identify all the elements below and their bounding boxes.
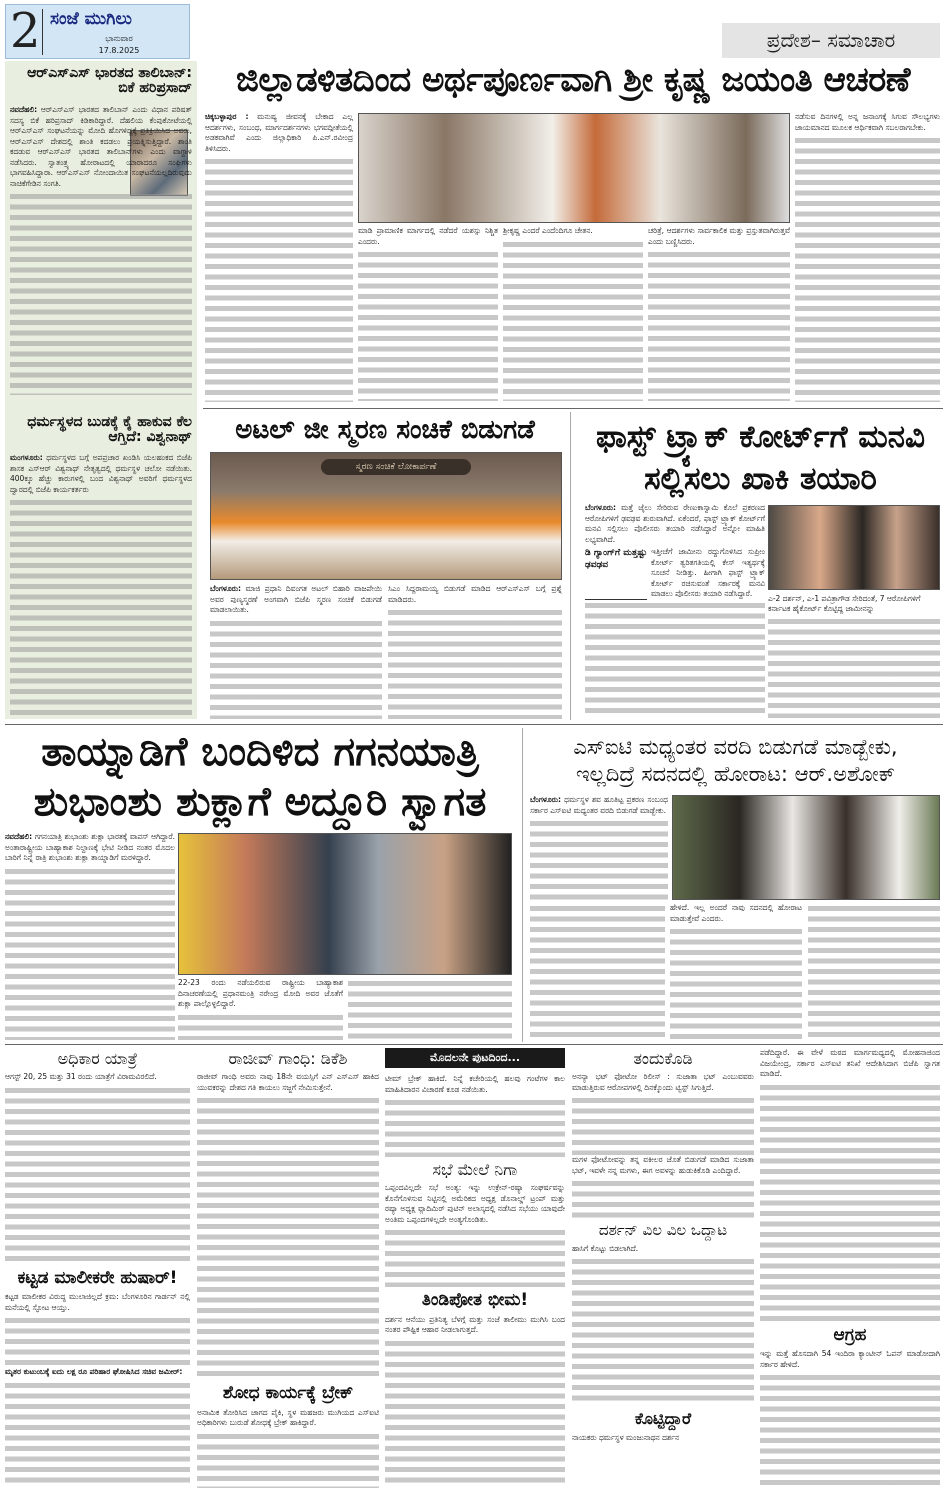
article-text-continued — [5, 1380, 190, 1488]
article-headline: ತಾಯ್ನಾಡಿಗೆ ಬಂದಿಳಿದ ಗಗನಯಾತ್ರಿ — [41, 729, 479, 775]
article-body: ಮಾಡಿ ಪ್ರಾಮಾಣಿಕ ಮಾರ್ಗದಲ್ಲಿ ನಡೆದರೆ ಯಶಸ್ಸು ನಿಶ್ಚಿತ ಎಂದರು. — [358, 226, 498, 246]
article-text-continued — [530, 818, 668, 900]
article-text-continued — [572, 1256, 754, 1406]
darshan-pavithra-photo — [768, 505, 940, 590]
article-headline: ರಾಜೀವ್ ಗಾಂಧಿ: ಡಿಕೆಶಿ — [228, 1049, 348, 1068]
article-text-continued — [197, 1095, 379, 1380]
issue-day: ಭಾನುವಾರ — [105, 34, 133, 43]
dateline: ಬೆಂಗಳೂರು: — [530, 795, 562, 804]
article-body: ಮತ್ತೆ ಜೈಲು ಸೇರಿರುವ ರೇಣುಕಾಸ್ವಾಮಿ ಕೊಲೆ ಪ್ರಕರಣದ ಆರೋಪಿಗಳಿಗೆ ಢವಢವ ಶುರುವಾಗಿದೆ. ಏಕೆಂದರೆ, ಫಾಸ್ಟ್ ಟ್ರ್ಯಾಕ್ ಕೋರ್ಟ್‌ಗೆ ಮನವಿ ಸಲ್ಲಿಸಲು ಪೊಲೀಸರು ತಯಾರಿ ನಡೆಸಿದ್ದಾರೆ ಅನ್ನೋ ಮಾಹಿತಿ ಲಭ್ಯವಾಗಿದೆ. — [585, 503, 765, 544]
article-body: ಮೃತರ ಕುಟುಂಬಕ್ಕೆ ಐದು ಲಕ್ಷ ರೂ ಪರಿಹಾರ ಘೋಷಿಸಿದ ಸಚಿವ ಜಮೀರ್: — [5, 1367, 183, 1377]
article-text-continued — [572, 1095, 754, 1155]
article-body: ಮಾಜಿ ಪ್ರಧಾನಿ ದಿವಂಗತ ಅಟಲ್ ಬಿಹಾರಿ ವಾಜಪೇಯಿ ಅವರ ಪುಣ್ಯಸ್ಮರಣೆ ಅಂಗವಾಗಿ ಬಿಜೆಪಿ ಸ್ಮರಣ ಸಂಚಿಕೆ ಬಿಡುಗಡೆ ಮಾಡಲಾಯಿತು. — [210, 584, 382, 614]
dateline: ನವದೆಹಲಿ: — [10, 105, 38, 114]
article-text-continued — [795, 135, 940, 402]
krishna-jayanti-photo — [358, 113, 790, 223]
article-text-continued — [648, 249, 790, 401]
article-text-continued — [358, 249, 498, 401]
article-text-continued — [178, 1012, 343, 1041]
article-body: ಹೇಳಿದೆ. ಇಲ್ಲ ಅಂದರೆ ನಾವು ಸದನದಲ್ಲಿ ಹೋರಾಟ ಮಾಡುತ್ತೇವೆ ಎಂದರು. — [670, 903, 802, 923]
article-headline: ಸಭೆ ಮೇಲೆ ನಿಗಾ — [432, 1160, 518, 1179]
article-body: ಪಡೆದಿದ್ದಾರೆ. ಈ ವೇಳೆ ಮಠದ ಮಾರ್ಗಮಧ್ಯದಲ್ಲಿ ಮೋಹನಾಜಿಂದ ವಿಜಯೇಂದ್ರ, ಸರ್ಕಾರ ಎಸ್‌ಐಟಿ ತನಿಖೆ ಆದೇಶಿಸಿದಾಗ ಬಿಜೆಪಿ ಸ್ವಾಗತ ಮಾಡಿದೆ. — [760, 1048, 940, 1078]
article-body: ಮಗಳ ಫೋಟೋವನ್ನು ತನ್ನ ವಕೀಲರ ಜೊತೆ ಬಿಡುಗಡೆ ಮಾಡಿದ ಸುಜಾತಾ ಭಟ್, ಇವಳೇ ನನ್ನ ಮಗಳು, ಈಗ ಅವಳನ್ನು ಹುಡುಕಿಕೊಡಿ ಎಂದಿದ್ದಾರೆ. — [572, 1155, 754, 1175]
article-text-continued — [348, 978, 512, 1040]
article-text-continued — [808, 903, 940, 1041]
article-text-continued — [210, 618, 382, 720]
article-text-continued — [388, 607, 562, 719]
article-text-continued — [385, 1338, 565, 1488]
article-body: ಇನ್ನು ಮತ್ತೆ ಹೊಸದಾಗಿ 54 ಇಂದಿರಾ ಕ್ಯಾಂಟೀನ್ ಓಪನ್ ಮಾಡೋದಾಗಿ ಸರ್ಕಾರ ಹೇಳಿದೆ. — [760, 1349, 940, 1369]
dateline: ಬೆಂಗಳೂರು: — [585, 503, 617, 512]
article-headline: ಅಟಲ್ ಜೀ ಸ್ಮರಣ ಸಂಚಿಕೆ ಬಿಡುಗಡೆ — [235, 415, 535, 445]
section-label: ಪ್ರದೇಶ– ಸಮಾಚಾರ — [722, 23, 940, 58]
atal-release-photo — [210, 452, 562, 580]
article-body: ಧರ್ಮಸ್ಥಳದ ಬಗ್ಗೆ ಅಪಪ್ರಚಾರ ಖಂಡಿಸಿ ಯಲಹಂಕದ ಬಿಜೆಪಿ ಶಾಸಕ ಎಸ್‌ಆರ್ ವಿಶ್ವನಾಥ್ ನೇತೃತ್ವದಲ್ಲಿ ಧರ್ಮಸ್ಥಳ ಚಲೋ ನಡೆಯಿತು. 400ಕ್ಕೂ ಹೆಚ್ಚು ಕಾರುಗಳಲ್ಲಿ ಬಂದ ವಿಶ್ವನಾಥ್ ಅವರಿಗೆ ಧರ್ಮಸ್ಥಳದ ದ್ವಾರದಲ್ಲಿ ಬಿಜೆಪಿ ಕಾರ್ಯಕರ್ತರು — [10, 453, 192, 494]
article-headline: ಆಗ್ರಹ — [833, 1324, 867, 1345]
article-text-continued — [530, 903, 665, 1041]
article-body: ಗಗನಯಾತ್ರಿ ಶುಭಾಂಶು ಶುಕ್ಲಾ ಭಾರತಕ್ಕೆ ವಾಪಸ್ ಆಗಿದ್ದಾರೆ. ಅಂತಾರಾಷ್ಟ್ರೀಯ ಬಾಹ್ಯಾಕಾಶ ನಿಲ್ದಾಣಕ್ಕೆ ಭೇಟಿ ನೀಡಿದ ನಂತರ ಮೊದಲ ಬಾರಿಗೆ ನಿನ್ನೆ ರಾತ್ರಿ ಶುಭಾಂಶು ಶುಕ್ಲಾ ತಾಯ್ನಾಡಿಗೆ ಮರಳಿದ್ದಾರೆ. — [5, 832, 175, 862]
article-body: ನಾಯಕರು ಧರ್ಮಸ್ಥಳ ಮಂಜುನಾಥನ ದರ್ಶನ — [572, 1432, 680, 1442]
article-text-continued — [5, 1315, 190, 1367]
article-text-continued — [5, 1085, 190, 1265]
article-headline: ಶೋಧ ಕಾರ್ಯಕ್ಕೆ ಬ್ರೇಕ್ — [222, 1383, 354, 1404]
article-body: ಮನುಷ್ಯ ಜೀವನಕ್ಕೆ ಬೇಕಾದ ಎಲ್ಲ ಆದರ್ಶಗಳು, ಸಂಬಂಧ, ಮಾರ್ಗದರ್ಶನಗಳು ಭಗವದ್ಗೀತೆಯಲ್ಲಿ ಅಡಕವಾಗಿವೆ ಎಂದು ಜಿಲ್ಲಾಧಿಕಾರಿ ಪಿ.ಎನ್.ರವೀಂದ್ರ ತಿಳಿಸಿದರು. — [205, 112, 353, 153]
article-text-continued — [10, 497, 192, 715]
article-body: ನಡೆಸುವ ದಿನಗಳಲ್ಲಿ ಅನ್ನ ಜನಾಂಗಕ್ಕೆ ಸಿಗುವ ಸೌಲಭ್ಯಗಳು ಜಾಯಮಾನದ ಮೂಲಕ ಆರ್ಥಿಕವಾಗಿ ಸಬಲರಾಗಬೇಕು. — [795, 112, 940, 132]
article-body: ರಾಜೀವ್ ಗಾಂಧಿ ಅವರು ನಾವು 18ನೇ ವಯಸ್ಸಿಗೆ ಎನ್ ಎಸ್‌ಎಸ್ ಹಾಕಿದ ಯುವಕರನ್ನು ದೇಶದ ಗತಿ ಕಾಯಲು ಸಜ್ಜಗೆ ನೇಮಿಸುತ್ತೇನೆ. — [197, 1072, 379, 1092]
article-headline: ತಿಂಡಿಪೋತ ಭೀಮ! — [421, 1290, 529, 1311]
photo-caption: 22-23 ರಂದು ನಡೆಯಲಿರುವ ರಾಷ್ಟ್ರೀಯ ಬಾಹ್ಯಾಕಾಶ ದಿನಾಚರಣೆಯಲ್ಲಿ ಪ್ರಧಾನಮಂತ್ರಿ ನರೇಂದ್ರ ಮೋದಿ ಅವರ ಜೊತೆಗೆ ಶುಕ್ಲಾ ಪಾಲ್ಗೊಳ್ಳಲಿದ್ದಾರೆ. — [178, 978, 343, 1008]
dateline: ನವದೆಹಲಿ: — [5, 832, 33, 841]
page-number: 2 — [10, 3, 41, 59]
masthead — [5, 4, 190, 59]
article-body: ಆಗಸ್ಟ್ 20, 25 ಮತ್ತು 31 ರಂದು ಯಾತ್ರೆಗೆ ವಿರಾಮವಿರಲಿದೆ. — [5, 1072, 157, 1082]
event-banner: ಸ್ಮರಣ ಸಂಚಿಕೆ ಲೋಕಾರ್ಪಣೆ — [321, 459, 471, 475]
article-text-continued — [585, 600, 765, 719]
article-text-continued — [10, 191, 192, 395]
article-headline: ದರ್ಶನ್ ವಿಲ ವಿಲ ಒದ್ದಾಟ — [598, 1221, 728, 1240]
article-text-continued — [197, 1431, 379, 1488]
issue-date: 17.8.2025 — [98, 46, 140, 55]
article-text-continued — [385, 1097, 565, 1157]
article-body: ಇತ್ತೀಚೆಗೆ ಜಾಮೀನು ರದ್ದುಗೊಳಿಸಿದ ಸುಪ್ರೀಂ ಕೋರ್ಟ್ ತ್ವರಿತಗತಿಯಲ್ಲಿ ಕೇಸ್ ಇತ್ಯರ್ಥಕ್ಕೆ ಸೂಚನೆ ನೀಡಿತ್ತು. ಹೀಗಾಗಿ ಫಾಸ್ಟ್ ಟ್ರ್ಯಾಕ್ ಕೋರ್ಟ್ ರಚಿಸುವಂತೆ ಸರ್ಕಾರಕ್ಕೆ ಮನವಿ ಮಾಡಲು ಪೊಲೀಸರು ತಯಾರಿ ನಡೆಸಿದ್ದಾರೆ. — [651, 547, 765, 598]
article-headline: ಅಧಿಕಾರ ಯಾತ್ರೆ — [57, 1049, 138, 1068]
article-body: ಅನನ್ಯಾ ಭಟ್ ಫೋಟೋ ರಿಲೀಸ್ : ಸುಜಾತಾ ಭಟ್ ಎಂಬುವವರು ಮಾಡುತ್ತಿರುವ ಆರೋಪಗಳಲ್ಲಿ ದಿನಕ್ಕೊಂದು ಟ್ವಿಸ್ಟ್ ಸಿಗುತ್ತಿದೆ. — [572, 1072, 754, 1092]
article-headline: ಇಲ್ಲದಿದ್ರೆ ಸದನದಲ್ಲಿ ಹೋರಾಟ: ಆರ್.ಅಶೋಕ್ — [576, 762, 895, 786]
article-text-continued — [670, 926, 802, 1041]
article-body: ಟೀಮ್ ಬ್ರೇಕ್ ಹಾಕಿದೆ. ನಿನ್ನೆ ಕಚೇರಿಯಲ್ಲಿ ಹಲವು ಗಂಟೆಗಳ ಕಾಲ ಮಾಹಿತಿದಾರನ ವಿಚಾರಣೆ ಕೂಡ ನಡೆಯಿತು. — [385, 1074, 565, 1094]
article-headline: ತಂದುಕೊಡಿ — [633, 1049, 693, 1068]
callout: ಡಿ ಗ್ಯಾಂಗ್‌ಗೆ ಮತ್ತಷ್ಟು ಢವಢವ — [585, 547, 647, 600]
article-headline: ಶುಭಾಂಶು ಶುಕ್ಲಾಗೆ ಅದ್ದೂರಿ ಸ್ವಾಗತ — [33, 779, 487, 825]
article-body: ಅನಾಮಿಕ ತೋರಿಸಿದ ಜಾಗದ ಪೈಕಿ, ಸ್ಥಳ ಮಹಜರು ಮುಗಿಯದ ಎಸ್‌ಐಟಿ ಅಧಿಕಾರಿಗಳು ಬುರುಡೆ ಶೋಧಕ್ಕೆ ಬ್ರೇಕ್ ಹಾಕಿದ್ದಾರೆ. — [197, 1407, 379, 1428]
article-headline: ಎಸ್‌ಐಟಿ ಮಧ್ಯಂತರ ವರದಿ ಬಿಡುಗಡೆ ಮಾಡ್ಬೇಕು, — [573, 735, 898, 759]
article-headline: ಫಾಸ್ಟ್ ಟ್ರ್ಯಾಕ್ ಕೋರ್ಟ್‌ಗೆ ಮನವಿ ಸಲ್ಲಿಸಲು ಖಾಕಿ ತಯಾರಿ — [595, 419, 926, 497]
article-headline: ಕೊಟ್ಟಿದ್ದಾರೆ — [634, 1409, 692, 1429]
continued-banner: ಮೊದಲನೇ ಪುಟದಿಂದ... — [385, 1048, 565, 1068]
dateline: ಮಂಗಳೂರು: — [10, 453, 43, 462]
article-text-continued — [760, 1082, 940, 1322]
shubhanshu-welcome-photo — [178, 833, 512, 975]
article-body: ಕಟ್ಟಡ ಮಾಲೀಕರ ವಿರುದ್ಧ ಮುಲಾಜಿಲ್ಲದೆ ಕ್ರಮ: ಬೆಂಗಳೂರಿನ ಗಾರ್ಡನ್ ನಲ್ಲಿ ಮನೆಯಲ್ಲಿ ಸ್ಫೋಟ ಆಯ್ತು. — [5, 1292, 190, 1312]
dateline: ಚಿಕ್ಕಬಳ್ಳಾಪುರ : — [205, 112, 249, 121]
article-text-continued — [768, 616, 940, 718]
article-text-continued — [205, 156, 353, 402]
article-headline: ಕಟ್ಟಡ ಮಾಲೀಕರೇ ಹುಷಾರ್! — [17, 1267, 178, 1288]
lead-headline: ಜಿಲ್ಲಾಡಳಿತದಿಂದ ಅರ್ಥಪೂರ್ಣವಾಗಿ ಶ್ರೀ ಕೃಷ್ಣ ಜಯಂತಿ ಆಚರಣೆ — [236, 60, 910, 100]
article-text-continued — [760, 1372, 940, 1488]
article-text-continued — [385, 1227, 565, 1287]
dateline: ಬೆಂಗಳೂರು: — [210, 584, 242, 593]
article-body: ಧರ್ಮಸ್ಥಳ ಶವ ಹೂತಿಟ್ಟ ಪ್ರಕರಣ ಸಂಬಂಧ ಸರ್ಕಾರ ಎಸ್‌ಐಟಿ ಮಧ್ಯಂತರ ವರದಿ ಬಿಡುಗಡೆ ಮಾಡ್ಬೇಕು. — [530, 795, 668, 815]
newspaper-logo: ಸಂಜೆ ಮುಗಿಲು — [50, 9, 132, 29]
article-body: ಹಾಸಿಗೆ ಕೊಟ್ಟು ಬಿಡಲಾಗಿದೆ. — [572, 1243, 639, 1253]
article-text-continued — [503, 239, 643, 402]
article-body: ದರ್ಶನ ಆನೆಯು ಪ್ರತಿನಿತ್ಯ ಬೆಳಗ್ಗೆ ಮತ್ತು ಸಂಜೆ ತಾಲೀಮು ಮುಗಿಸಿ ಬಂದ ನಂತರ ಪೌಷ್ಟಿಕ ಆಹಾರ ನೀಡಲಾಗುತ್ತದೆ. — [385, 1314, 565, 1335]
article-body: ಶ್ರೀಕೃಷ್ಣ ಎಂದರೆ ಎಂದೆಂದಿಗೂ ಚೇತನ. — [503, 226, 593, 235]
article-body: ಚರಿತ್ರೆ, ಆದರ್ಶಗಳು ಸಾರ್ವಕಾಲಿಕ ಮತ್ತು ಪ್ರಸ್ತುತವಾಗಿರುತ್ತವೆ ಎಂದು ಬಣ್ಣಿಸಿದರು. — [648, 226, 790, 246]
article-body: ಸಿಎಂ ಸಿದ್ದರಾಮಯ್ಯ ಬಿಡುಗಡೆ ಮಾಡಿದ ಆರ್‌ಎಸ್‌ಎಸ್ ಬಗ್ಗೆ ಪ್ರಶ್ನೆ ಮಾಡಿದರು. — [388, 584, 562, 604]
article-headline: ಧರ್ಮಸ್ಥಳದ ಬುಡಕ್ಕೆ ಕೈ ಹಾಕುವ ಕೆಲ ಆಗ್ತಿದೆ: ವಿಶ್ವನಾಥ್ — [27, 414, 192, 446]
photo-caption: ಎ-2 ದರ್ಶನ್, ಎ-1 ಪವಿತ್ರಾಗೌಡ ಸೇರಿದಂತೆ, 7 ಆರೋಪಿಗಳಿಗೆ ಕರ್ನಾಟಕ ಹೈಕೋರ್ಟ್ ಕೊಟ್ಟಿದ್ದ ಜಾಮೀನನ್ನು — [768, 594, 921, 613]
article-body: ಆರ್‌ಎಸ್‌ಎಸ್ ಭಾರತದ ತಾಲಿಬಾನ್ ಎಂದು ವಿಧಾನ ಪರಿಷತ್ ಸದಸ್ಯ ಬಿಕೆ ಹರಿಪ್ರಸಾದ್ ಕಿಡಿಕಾರಿದ್ದಾರೆ. ದೆಹಲಿಯ ಕೆಂಪುಕೋಟೆಯಲ್ಲಿ ಆರ್‌ಎಸ್‌ಎಸ್ ಸಂಘಟನೆಯನ್ನು ಮೋದಿ ಹೊಗಳಿದ್ದಕ್ಕೆ ಪ್ರತಿಕ್ರಿಯಿಸಿದ ಅವರು, ಆರ್‌ಎಸ್‌ಎಸ್ ದೇಶದಲ್ಲಿ ಶಾಂತಿ ಕದಡಲು ಪ್ರಯತ್ನಿಸುತ್ತಿದ್ದಾರೆ. ಶಾಂತಿ ಕದಡುವ ಆರ್‌ಎಸ್‌ಎಸ್ ಭಾರತದ ತಾಲಿಬಾನ್‌ಗಳು ಎಂದು ವಾಗ್ದಾಳಿ ನಡೆಸಿದರು. ಸ್ವಾತಂತ್ರ್ಯ ಹೋರಾಟದಲ್ಲಿ ಯಾರಾದರೂ ಸಂಘಿಗಳು ಭಾಗವಹಿಸಿದ್ದಾರಾ. ಆರ್‌ಎಸ್‌ಎಸ್ ನೋಂದಾಯಿತ ಸಂಘಟನೆಯಲ್ಲದಿರುವುದು ನಾಚಿಕೆಗೇಡಿನ ಸಂಗತಿ. — [10, 105, 192, 188]
ashok-photo — [672, 795, 940, 900]
article-body: ಒಪ್ಪಂದವಿಲ್ಲದೇ ಸಭೆ ಅಂತ್ಯ: ಇನ್ನು ಉಕ್ರೇನ್-ರಷ್ಯಾ ಸಂಘರ್ಷವನ್ನು ಕೊನೆಗೊಳಿಸುವ ನಿಟ್ಟಿನಲ್ಲಿ ಅಮೆರಿಕದ ಅಧ್ಯಕ್ಷ ಡೊನಾಲ್ಡ್ ಟ್ರಂಪ್ ಮತ್ತು ರಷ್ಯಾ ಅಧ್ಯಕ್ಷ ವ್ಲಾದಿಮಿರ್ ಪುಟಿನ್ ಅಲಾಸ್ಕದಲ್ಲಿ ನಡೆಸಿದ ಸಭೆಯು ಯಾವುದೇ ಅಂತಿಮ ಒಪ್ಪಂದಗಳಿಲ್ಲದೇ ಅಂತ್ಯಗೊಂಡಿತು. — [385, 1183, 565, 1224]
article-headline: ಆರ್‌ಎಸ್‌ಎಸ್ ಭಾರತದ ತಾಲಿಬಾನ್: ಬಿಕೆ ಹರಿಪ್ರಸಾದ್ — [27, 65, 192, 97]
article-text-continued — [5, 866, 175, 1041]
article-text-continued — [572, 1178, 754, 1218]
